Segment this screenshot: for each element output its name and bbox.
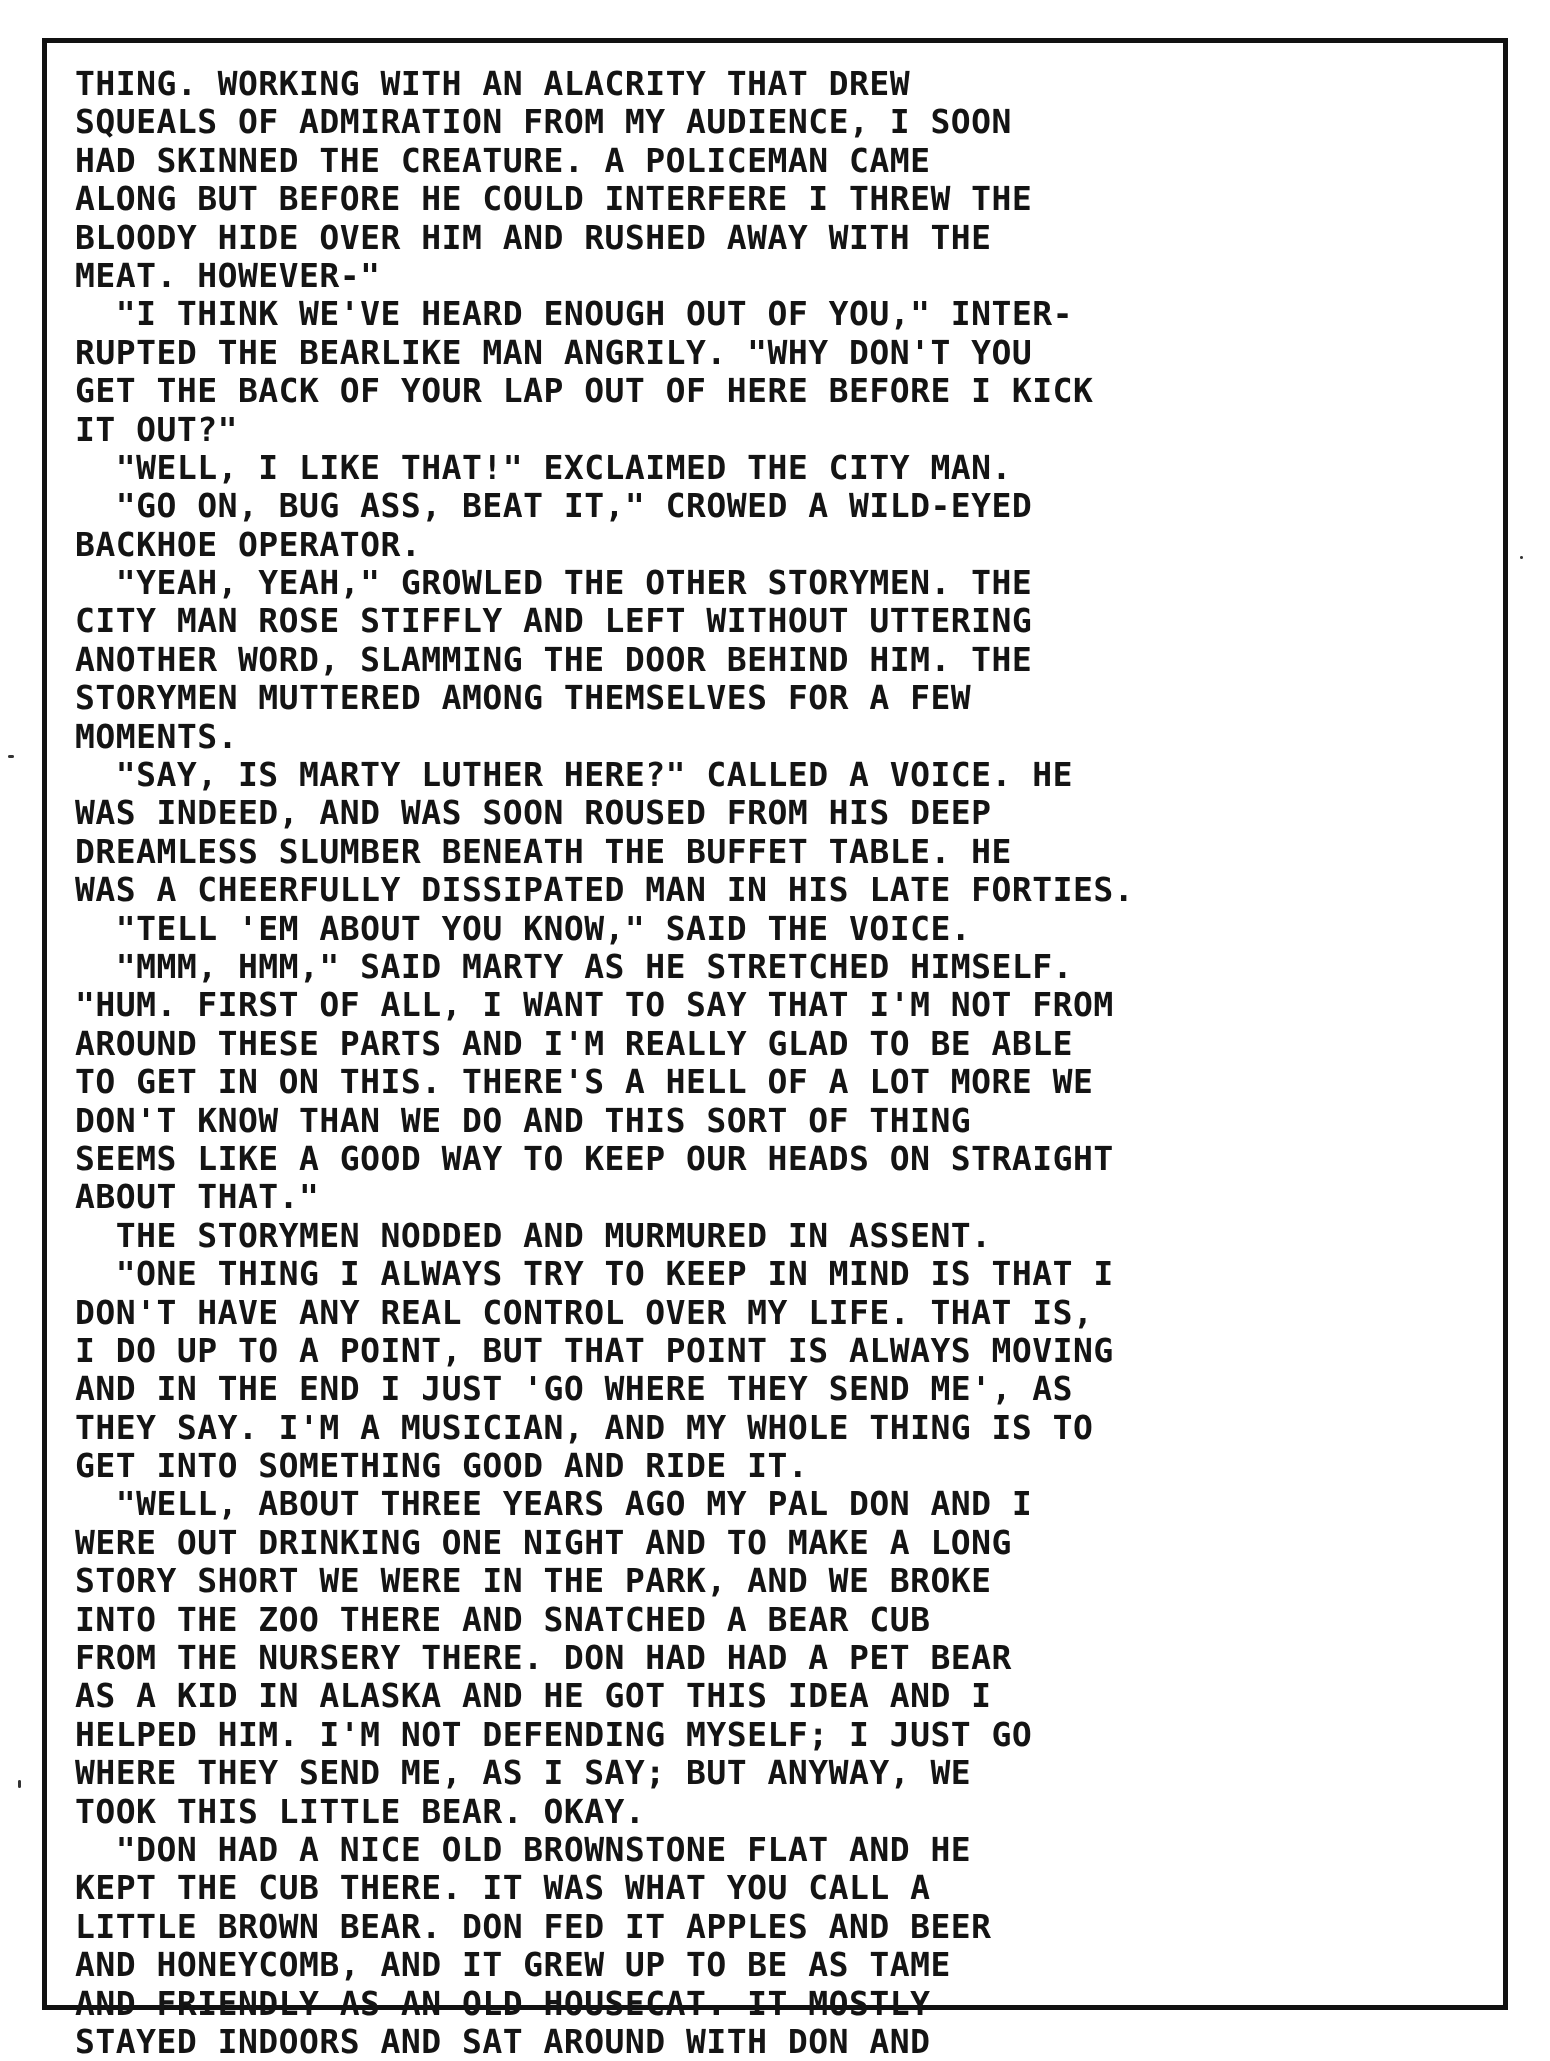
text-line: WERE OUT DRINKING ONE NIGHT AND TO MAKE A LONG [75, 1522, 1012, 1562]
text-line: "GO ON, BUG ASS, BEAT IT," CROWED A WILD-EYED [75, 486, 1033, 526]
text-line: WAS A CHEERFULLY DISSIPATED MAN IN HIS LATE FORTIES. [75, 870, 1135, 910]
margin-mark [1520, 556, 1523, 559]
text-line: GET INTO SOMETHING GOOD AND RIDE IT. [75, 1446, 809, 1486]
text-line: ANOTHER WORD, SLAMMING THE DOOR BEHIND HIM. THE [75, 639, 1033, 679]
handwritten-text-block [75, 65, 1485, 2061]
text-line: HELPED HIM. I'M NOT DEFENDING MYSELF; I JUST GO [75, 1714, 1033, 1754]
text-line: WHERE THEY SEND ME, AS I SAY; BUT ANYWAY, WE [75, 1753, 972, 1793]
margin-mark [18, 1780, 21, 1788]
text-line: IT OUT?" [75, 409, 238, 449]
page-frame [42, 38, 1508, 2061]
text-line: "I THINK WE'VE HEARD ENOUGH OUT OF YOU," INTER- [75, 294, 1074, 334]
text-line: I DO UP TO A POINT, BUT THAT POINT IS ALWAYS MOVING [75, 1330, 1114, 1370]
text-line: ALONG BUT BEFORE HE COULD INTERFERE I THREW THE [75, 179, 1033, 219]
text-line: MOMENTS. [75, 716, 238, 756]
text-line: MEAT. HOWEVER-" [75, 255, 381, 295]
text-line: GET THE BACK OF YOUR LAP OUT OF HERE BEFORE I KICK [75, 371, 1094, 411]
text-line: KEPT THE CUB THERE. IT WAS WHAT YOU CALL A [75, 1868, 931, 1908]
text-line: AND FRIENDLY AS AN OLD HOUSECAT. IT MOSTLY [75, 1983, 931, 2023]
text-line: "HUM. FIRST OF ALL, I WANT TO SAY THAT I'M NOT FROM [75, 985, 1114, 1025]
text-line: DON'T HAVE ANY REAL CONTROL OVER MY LIFE. THAT IS, [75, 1292, 1094, 1332]
text-line: "DON HAD A NICE OLD BROWNSTONE FLAT AND HE [75, 1829, 972, 1869]
text-line: "TELL 'EM ABOUT YOU KNOW," SAID THE VOICE. [75, 908, 972, 948]
text-line: "WELL, ABOUT THREE YEARS AGO MY PAL DON AND I [75, 1484, 1033, 1524]
text-line: "YEAH, YEAH," GROWLED THE OTHER STORYMEN. THE [75, 563, 1033, 603]
text-line: SEEMS LIKE A GOOD WAY TO KEEP OUR HEADS ON STRAIGHT [75, 1138, 1114, 1178]
text-line: SQUEALS OF ADMIRATION FROM MY AUDIENCE, I SOON [75, 102, 1012, 142]
text-line: INTO THE ZOO THERE AND SNATCHED A BEAR CUB [75, 1599, 931, 1639]
text-line: DON'T KNOW THAN WE DO AND THIS SORT OF THING [75, 1100, 972, 1140]
text-line: WAS INDEED, AND WAS SOON ROUSED FROM HIS DEEP [75, 793, 992, 833]
text-line: "SAY, IS MARTY LUTHER HERE?" CALLED A VOICE. HE [75, 755, 1074, 795]
text-line: ABOUT THAT." [75, 1177, 320, 1217]
text-line: FROM THE NURSERY THERE. DON HAD HAD A PET BEAR [75, 1638, 1012, 1678]
text-line: TO GET IN ON THIS. THERE'S A HELL OF A LOT MORE WE [75, 1062, 1094, 1102]
text-line: STORY SHORT WE WERE IN THE PARK, AND WE BROKE [75, 1561, 992, 1601]
margin-mark [8, 755, 14, 758]
text-line: BACKHOE OPERATOR. [75, 524, 422, 564]
text-line: THE STORYMEN NODDED AND MURMURED IN ASSENT. [75, 1215, 992, 1255]
text-line: "WELL, I LIKE THAT!" EXCLAIMED THE CITY MAN. [75, 447, 1012, 487]
text-line: "ONE THING I ALWAYS TRY TO KEEP IN MIND IS THAT I [75, 1254, 1114, 1294]
text-line: THEY SAY. I'M A MUSICIAN, AND MY WHOLE THING IS TO [75, 1407, 1094, 1447]
text-line: AROUND THESE PARTS AND I'M REALLY GLAD TO BE ABLE [75, 1023, 1074, 1063]
text-line: AS A KID IN ALASKA AND HE GOT THIS IDEA AND I [75, 1676, 992, 1716]
text-line: "MMM, HMM," SAID MARTY AS HE STRETCHED HIMSELF. [75, 946, 1074, 986]
text-line: CITY MAN ROSE STIFFLY AND LEFT WITHOUT UTTERING [75, 601, 1033, 641]
text-line: TOOK THIS LITTLE BEAR. OKAY. [75, 1791, 646, 1831]
text-line: THING. WORKING WITH AN ALACRITY THAT DREW [75, 64, 911, 103]
text-line: BLOODY HIDE OVER HIM AND RUSHED AWAY WITH THE [75, 217, 992, 257]
text-line: HAD SKINNED THE CREATURE. A POLICEMAN CAME [75, 140, 931, 180]
text-line: STAYED INDOORS AND SAT AROUND WITH DON AND [75, 2021, 931, 2061]
text-line: RUPTED THE BEARLIKE MAN ANGRILY. "WHY DON'T YOU [75, 332, 1033, 372]
text-line: LITTLE BROWN BEAR. DON FED IT APPLES AND BEER [75, 1906, 992, 1946]
text-line: AND HONEYCOMB, AND IT GREW UP TO BE AS TAME [75, 1945, 951, 1985]
text-line: AND IN THE END I JUST 'GO WHERE THEY SEND ME', AS [75, 1369, 1074, 1409]
text-line: DREAMLESS SLUMBER BENEATH THE BUFFET TABLE. HE [75, 831, 1012, 871]
text-line: STORYMEN MUTTERED AMONG THEMSELVES FOR A FEW [75, 678, 972, 718]
